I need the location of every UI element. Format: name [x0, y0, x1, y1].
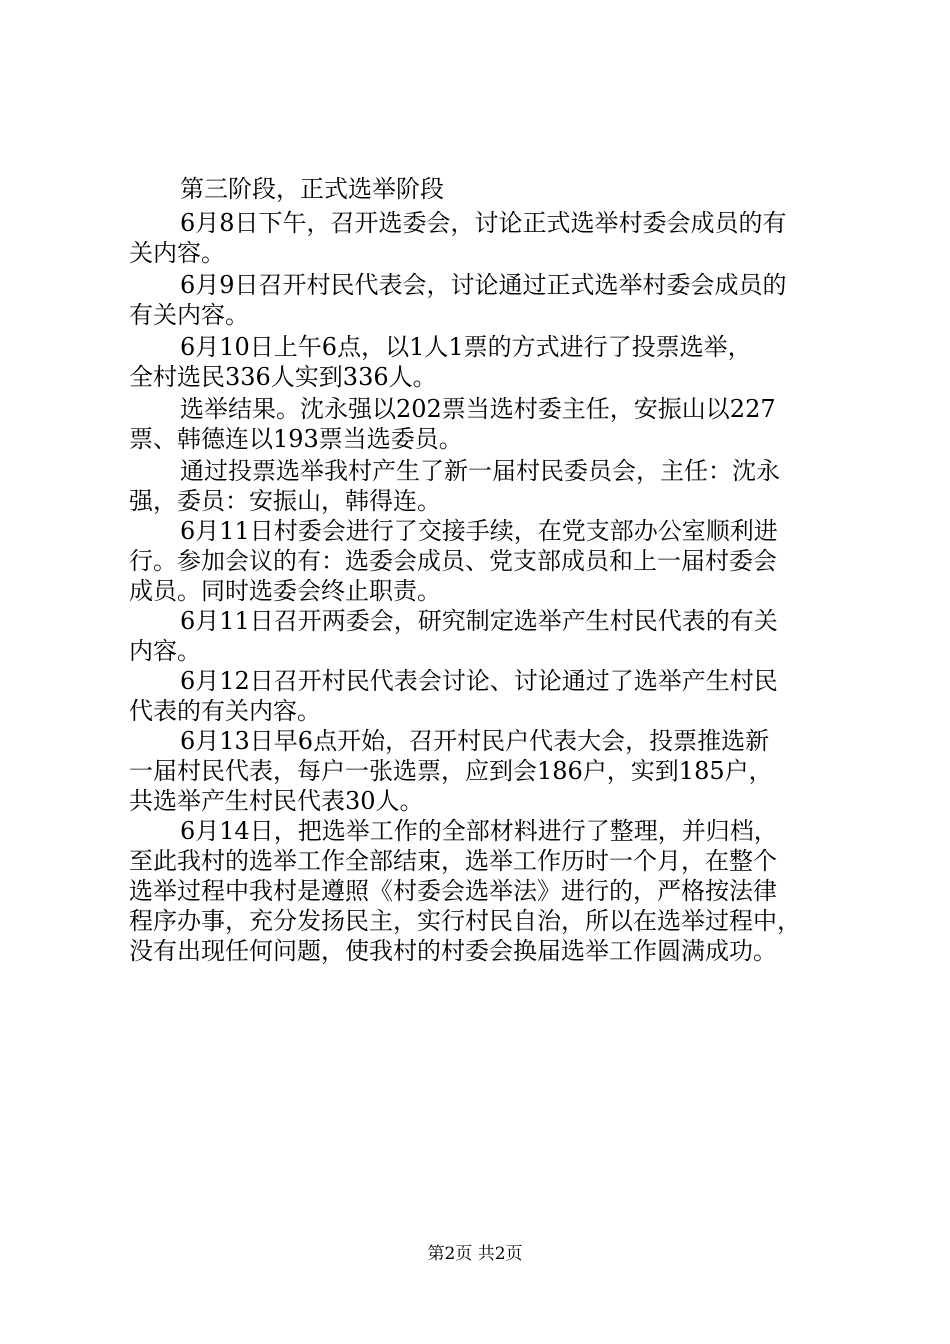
paragraph-line: 一届村民代表，每户一张选票，应到会186户，实到185户， [129, 757, 773, 785]
paragraph-line: 6月13日早6点开始，召开村民户代表大会，投票推选新 [180, 727, 770, 755]
paragraph-line: 成员。同时选委会终止职责。 [129, 577, 441, 605]
paragraph-line: 6月8日下午，召开选委会，讨论正式选举村委会成员的有 [180, 209, 787, 237]
paragraph-line: 程序办事，充分发扬民主，实行村民自治，所以在选举过程中， [129, 907, 801, 935]
paragraph-line: 代表的有关内容。 [129, 697, 321, 725]
paragraph-line: 6月11日村委会进行了交接手续，在党支部办公室顺利进 [180, 517, 778, 545]
paragraph-line: 行。参加会议的有：选委会成员、党支部成员和上一届村委会 [129, 547, 777, 575]
paragraph-line: 6月12日召开村民代表会讨论、讨论通过了选举产生村民 [180, 667, 778, 695]
paragraph-line: 通过投票选举我村产生了新一届村民委员会，主任：沈永 [180, 457, 780, 485]
paragraph-line: 共选举产生村民代表30人。 [129, 787, 424, 815]
paragraph-line: 6月11日召开两委会，研究制定选举产生村民代表的有关 [180, 607, 778, 635]
section-heading: 第三阶段，正式选举阶段 [180, 175, 444, 203]
paragraph-line: 内容。 [129, 637, 201, 665]
paragraph-line: 没有出现任何问题，使我村的村委会换届选举工作圆满成功。 [129, 937, 777, 965]
paragraph-line: 有关内容。 [129, 301, 249, 329]
paragraph-line: 6月14日，把选举工作的全部材料进行了整理，并归档， [180, 817, 778, 845]
paragraph-line: 强，委员：安振山，韩得连。 [129, 487, 441, 515]
paragraph-line: 选举结果。沈永强以202票当选村委主任，安振山以227 [180, 395, 776, 423]
paragraph-line: 至此我村的选举工作全部结束，选举工作历时一个月，在整个 [129, 847, 777, 875]
page-footer: 第2页 共2页 [427, 1244, 523, 1264]
paragraph-line: 选举过程中我村是遵照《村委会选举法》进行的，严格按法律 [129, 877, 777, 905]
paragraph-line: 6月10日上午6点，以1人1票的方式进行了投票选举， [180, 333, 752, 361]
paragraph-line: 全村选民336人实到336人。 [129, 363, 437, 391]
paragraph-line: 6月9日召开村民代表会，讨论通过正式选举村委会成员的 [180, 271, 787, 299]
paragraph-line: 票、韩德连以193票当选委员。 [129, 425, 463, 453]
paragraph-line: 关内容。 [129, 239, 225, 267]
